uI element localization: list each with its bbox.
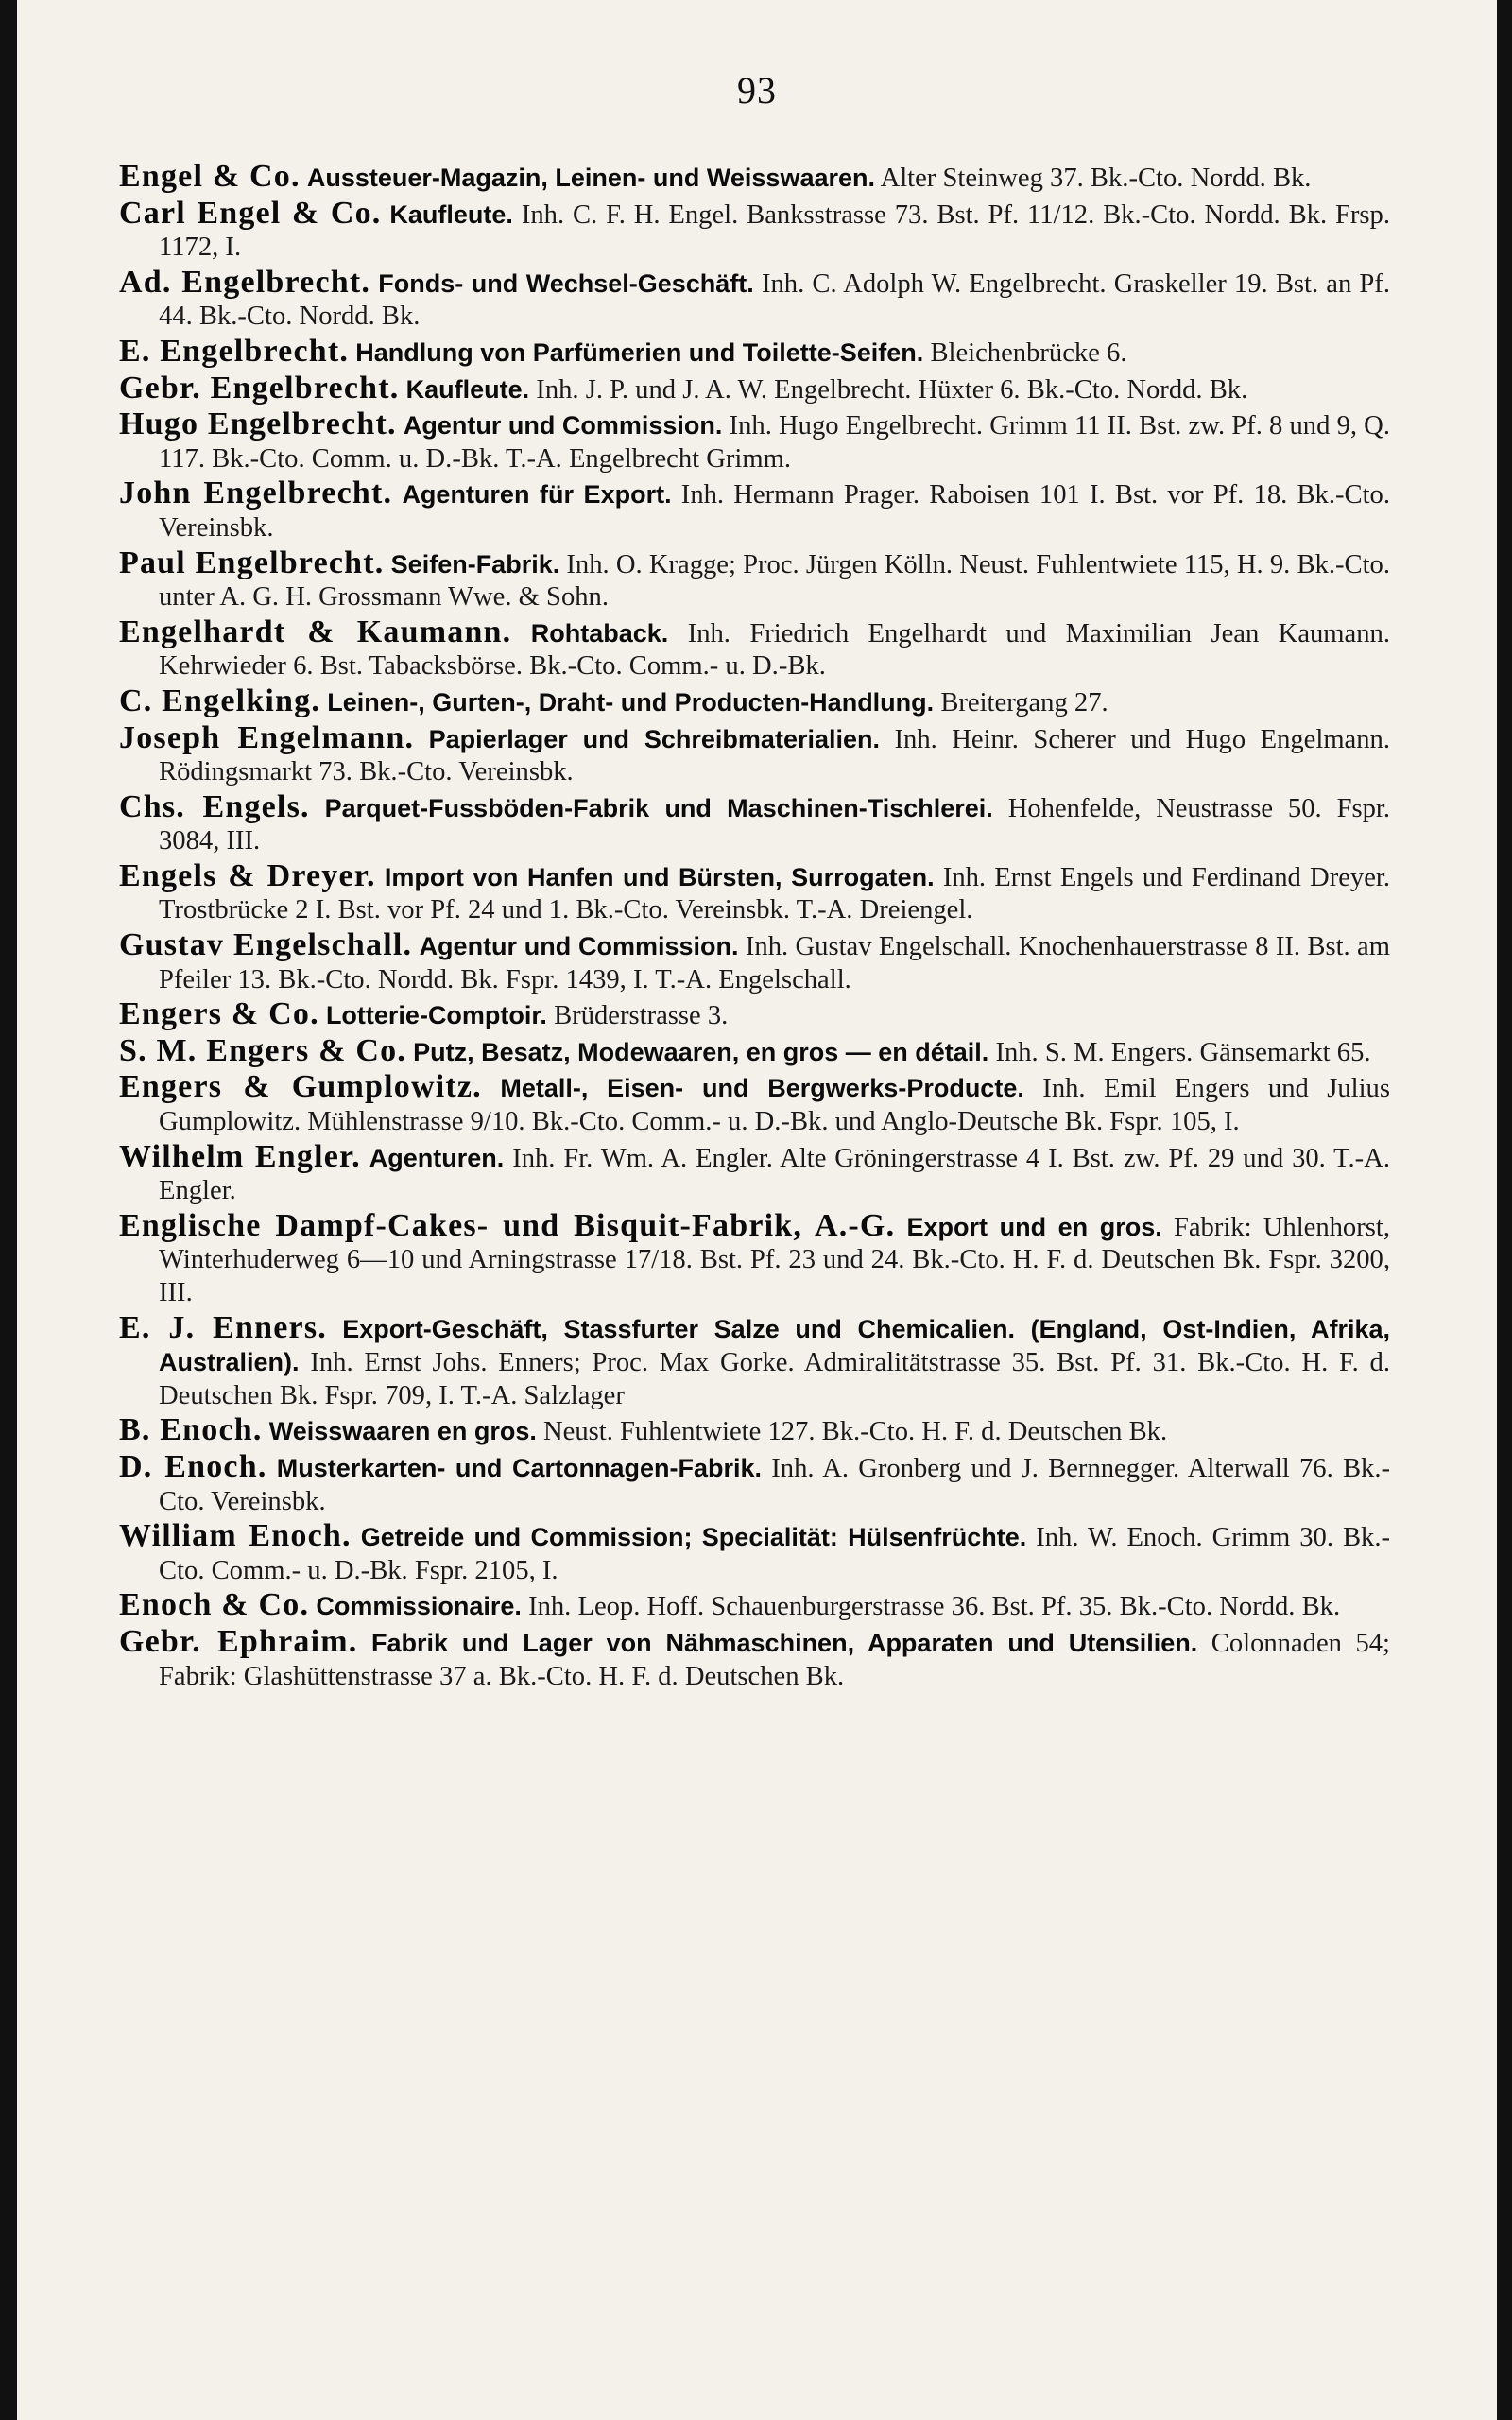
directory-entry [119,195,1390,265]
entry-firm-name: Engels & Dreyer. [119,857,376,893]
entry-trade: Commissionaire. [316,1592,522,1621]
entry-firm-name: C. Engelking. [119,683,321,718]
entry-trade: Seifen-Fabrik. [390,549,560,579]
directory-entry [119,929,1390,996]
entry-firm-name: John Engelbrecht. [119,475,393,511]
entry-trade: Metall-, Eisen- und Bergwerks-Producte. [500,1074,1024,1103]
directory-entry [119,408,1390,475]
entry-trade: Lotterie-Comptoir. [325,1001,547,1030]
entry-firm-name: S. M. Engers & Co. [119,1032,406,1068]
directory-entry [119,1138,1390,1208]
directory-entry [119,719,1390,789]
directory-entry [119,477,1390,544]
entry-details: Inh. C. Adolph W. Engelbrecht. Graskeller 19. Bst. an Pf. 44. Bk.-Cto. Nordd. Bk. [159,268,1390,332]
entry-trade: Getreide und Commission; Specialität: Hülsenfrüchte. [360,1523,1027,1552]
directory-entry [119,333,1390,371]
entry-trade: Rohtaback. [530,618,669,648]
entry-details: Alter Steinweg 37. Bk.-Cto. Nordd. Bk. [880,164,1312,193]
entry-firm-name: E. Engelbrecht. [119,333,350,369]
entry-trade: Handlung von Parfümerien und Toilette-Seifen. [355,337,924,367]
entry-details: Inh. A. Gronberg und J. Bernnegger. Alterwall 76. Bk.-Cto. Vereinsbk. [159,1453,1390,1516]
entry-firm-name: William Enoch. [119,1518,352,1554]
entry-firm-name: D. Enoch. [119,1448,267,1484]
entry-details: Inh. Hermann Prager. Raboisen 101 I. Bst. vor Pf. 18. Bk.-Cto. Vereinsbk. [159,480,1390,543]
entry-firm-name: Engers & Gumplowitz. [119,1069,482,1105]
directory-entry [119,1589,1390,1624]
entry-firm-name: Engelhardt & Kaumann. [119,614,512,649]
entry-details: Inh. Fr. Wm. A. Engler. Alte Gröningerstrasse 4 I. Bst. zw. Pf. 29 und 30. T.-A. Engler. [159,1143,1390,1206]
entry-details: Bleichenbrücke 6. [930,337,1127,368]
entry-trade: Agenturen für Export. [402,480,672,510]
entry-firm-name: Paul Engelbrecht. [119,544,385,580]
entry-firm-name: Gebr. Engelbrecht. [119,370,400,406]
directory-entry [119,1414,1390,1449]
entry-firm-name: Chs. Engels. [119,788,310,824]
entry-trade: Aussteuer-Magazin, Leinen- und Weisswaaren. [306,164,875,192]
entry-firm-name: Joseph Engelmann. [119,719,415,755]
entry-details: Inh. Emil Engers und Julius Gumplowitz. Mühlenstrasse 9/10. Bk.-Cto. Comm.- u. D.-Bk. und Anglo-Deutsche Bk. Fspr. 105, I. [159,1074,1390,1137]
entry-trade: Export und en gros. [906,1212,1162,1241]
entry-firm-name: Gustav Engelschall. [119,927,413,963]
entry-trade: Agentur und Commission. [403,411,723,441]
entry-details: Colonnaden 54; Fabrik: Glashüttenstrasse 37 a. Bk.-Cto. H. F. d. Deutschen Bk. [159,1628,1391,1691]
directory-entry [119,1071,1390,1138]
entry-details: Inh. Leop. Hoff. Schauenburgerstrasse 36. Bst. Pf. 35. Bk.-Cto. Nordd. Bk. [528,1592,1341,1622]
entry-firm-name: Carl Engel & Co. [119,195,382,231]
directory-entry [119,1207,1390,1310]
directory-entries [119,161,1390,1695]
entry-details: Brüderstrasse 3. [554,1001,729,1031]
entry-details: Inh. Friedrich Engelhardt und Maximilian Jean Kaumann. Kehrwieder 6. Bst. Tabacksbörse. Bk.-Cto. Comm.- u. D.-Bk. [159,618,1390,682]
entry-trade: Agentur und Commission. [419,932,739,961]
entry-trade: Musterkarten- und Cartonnagen-Fabrik. [276,1453,763,1482]
entry-details: Inh. S. M. Engers. Gänsemarkt 65. [995,1037,1371,1067]
entry-firm-name: E. J. Enners. [119,1309,327,1345]
directory-entry [119,998,1390,1033]
directory-entry [119,161,1390,196]
entry-details: Inh. Hugo Engelbrecht. Grimm 11 II. Bst. zw. Pf. 8 und 9, Q. 117. Bk.-Cto. Comm. u. D.-Bk. T.-A. Engelbrecht Grimm. [159,411,1390,474]
entry-trade: Parquet-Fussböden-Fabrik und Maschinen-Tischlerei. [324,793,993,822]
directory-entry [119,616,1390,683]
directory-entry [119,788,1391,858]
entry-firm-name: Hugo Engelbrecht. [119,406,397,442]
entry-details: Inh. Ernst Engels und Ferdinand Dreyer. Trostbrücke 2 I. Bst. vor Pf. 24 und 1. Bk.-Cto. Vereinsbk. T.-A. Dreiengel. [159,862,1390,925]
entry-firm-name: Wilhelm Engler. [119,1138,361,1174]
directory-entry [119,857,1390,927]
directory-entry [119,544,1390,614]
entry-details: Inh. W. Enoch. Grimm 30. Bk.-Cto. Comm.- u. D.-Bk. Fspr. 2105, I. [159,1523,1391,1585]
entry-trade: Leinen-, Gurten-, Draht- und Producten-Handlung. [327,687,935,717]
directory-entry [119,264,1390,334]
entry-trade: Fabrik und Lager von Nähmaschinen, Apparaten und Utensilien. [370,1628,1198,1657]
entry-details: Fabrik: Uhlenhorst, Winterhuderweg 6—10 und Arningstrasse 17/18. Bst. Pf. 23 und 24. Bk.-Cto. H. F. d. Deutschen Bk. Fspr. 3200, III. [159,1212,1390,1307]
entry-firm-name: Ad. Engelbrecht. [119,264,371,300]
directory-page [17,0,1497,2420]
entry-details: Inh. C. F. H. Engel. Banksstrasse 73. Bst. Pf. 11/12. Bk.-Cto. Nordd. Bk. Frsp. 1172, I. [159,199,1390,263]
entry-trade: Import von Hanfen und Bürsten, Surrogaten. [384,862,935,891]
directory-entry [119,372,1390,407]
entry-details: Inh. Gustav Engelschall. Knochenhauerstrasse 8 II. Bst. am Pfeiler 13. Bk.-Cto. Nordd. Bk. Fspr. 1439, I. T.-A. Engelschall. [159,932,1390,994]
entry-firm-name: Enoch & Co. [119,1587,310,1623]
entry-details: Neust. Fuhlentwiete 127. Bk.-Cto. H. F. d. Deutschen Bk. [543,1417,1168,1447]
entry-details: Breitergang 27. [940,687,1108,717]
entry-firm-name: Gebr. Ephraim. [119,1623,358,1659]
page-number: 93 [737,69,777,112]
entry-trade: Kaufleute. [405,374,530,404]
entry-details: Inh. O. Kragge; Proc. Jürgen Kölln. Neust. Fuhlentwiete 115, H. 9. Bk.-Cto. unter A. G. H. Grossmann Wwe. & Sohn. [159,549,1390,613]
entry-details: Inh. J. P. und J. A. W. Engelbrecht. Hüxter 6. Bk.-Cto. Nordd. Bk. [536,374,1248,405]
directory-entry [119,1309,1390,1413]
entry-trade: Putz, Besatz, Modewaaren, en gros — en détail. [413,1037,989,1066]
directory-entry [119,1448,1390,1518]
entry-firm-name: Engers & Co. [119,996,319,1032]
entry-firm-name: Englische Dampf-Cakes- und Bisquit-Fabrik, A.-G. [119,1207,896,1243]
directory-entry [119,1623,1391,1693]
entry-trade: Papierlager und Schreibmaterialien. [428,724,880,753]
entry-details: Inh. Heinr. Scherer und Hugo Engelmann. Rödingsmarkt 73. Bk.-Cto. Vereinsbk. [159,724,1390,787]
directory-entry [119,1520,1390,1587]
entry-firm-name: Engel & Co. [119,159,301,194]
entry-trade: Agenturen. [369,1143,505,1172]
entry-trade: Kaufleute. [389,199,513,229]
entry-trade: Fonds- und Wechsel-Geschäft. [378,268,754,298]
directory-entry [119,1032,1390,1070]
entry-trade: Export-Geschäft, Stassfurter Salze und Chemicalien. (England, Ost-Indien, Afrika, Australien). [159,1314,1390,1377]
entry-details: Inh. Ernst Johs. Enners; Proc. Max Gorke. Admiralitätstrasse 35. Bst. Pf. 31. Bk.-Cto. H. F. d. Deutschen Bk. Fspr. 709, I. T.-A. Salzlager [159,1348,1390,1410]
entry-details: Hohenfelde, Neustrasse 50. Fspr. 3084, III. [159,793,1391,856]
entry-firm-name: B. Enoch. [119,1412,263,1448]
directory-entry [119,685,1390,720]
entry-trade: Weisswaaren en gros. [268,1417,537,1446]
